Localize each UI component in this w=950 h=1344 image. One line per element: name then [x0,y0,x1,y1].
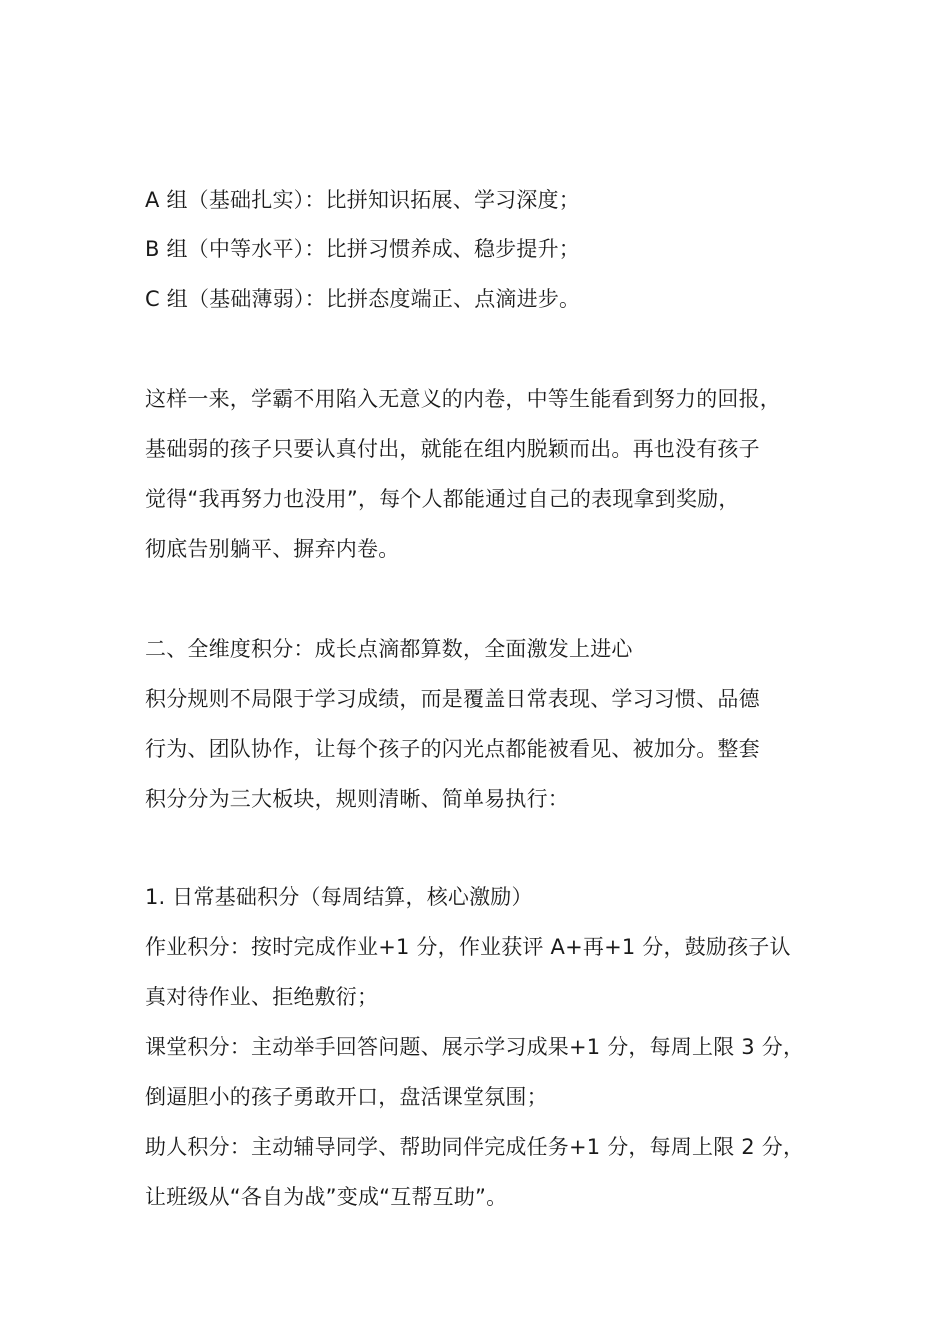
paragraph-line: 觉得“我再努力也没用”，每个人都能通过自己的表现拿到奖励， [145,487,740,511]
paragraph-line: 倒逼胆小的孩子勇敢开口，盘活课堂氛围； [145,1085,548,1109]
paragraph-line: 助人积分：主动辅导同学、帮助同伴完成任务+1 分，每周上限 2 分， [145,1135,805,1159]
paragraph-line: 积分规则不局限于学习成绩，而是覆盖日常表现、学习习惯、品德 [145,687,760,711]
paragraph-line: 彻底告别躺平、摒弃内卷。 [145,537,400,561]
section-heading: 二、全维度积分：成长点滴都算数，全面激发上进心 [145,637,633,661]
subsection-heading: 1. 日常基础积分（每周结算，核心激励） [145,885,533,909]
paragraph-line: 行为、团队协作，让每个孩子的闪光点都能被看见、被加分。整套 [145,737,760,761]
paragraph-line: 作业积分：按时完成作业+1 分，作业获评 A+再+1 分，鼓励孩子认 [145,935,791,959]
paragraph-line: 让班级从“各自为战”变成“互帮互助”。 [145,1185,508,1209]
group-a-line: A 组（基础扎实）：比拼知识拓展、学习深度； [145,188,580,212]
paragraph-line: 这样一来，学霸不用陷入无意义的内卷，中等生能看到努力的回报， [145,387,781,411]
group-b-line: B 组（中等水平）：比拼习惯养成、稳步提升； [145,237,580,261]
paragraph-line: 课堂积分：主动举手回答问题、展示学习成果+1 分，每周上限 3 分， [145,1035,805,1059]
paragraph-line: 真对待作业、拒绝敷衍； [145,985,379,1009]
paragraph-line: 积分分为三大板块，规则清晰、简单易执行： [145,787,569,811]
group-c-line: C 组（基础薄弱）：比拼态度端正、点滴进步。 [145,287,581,311]
paragraph-line: 基础弱的孩子只要认真付出，就能在组内脱颖而出。再也没有孩子 [145,437,760,461]
